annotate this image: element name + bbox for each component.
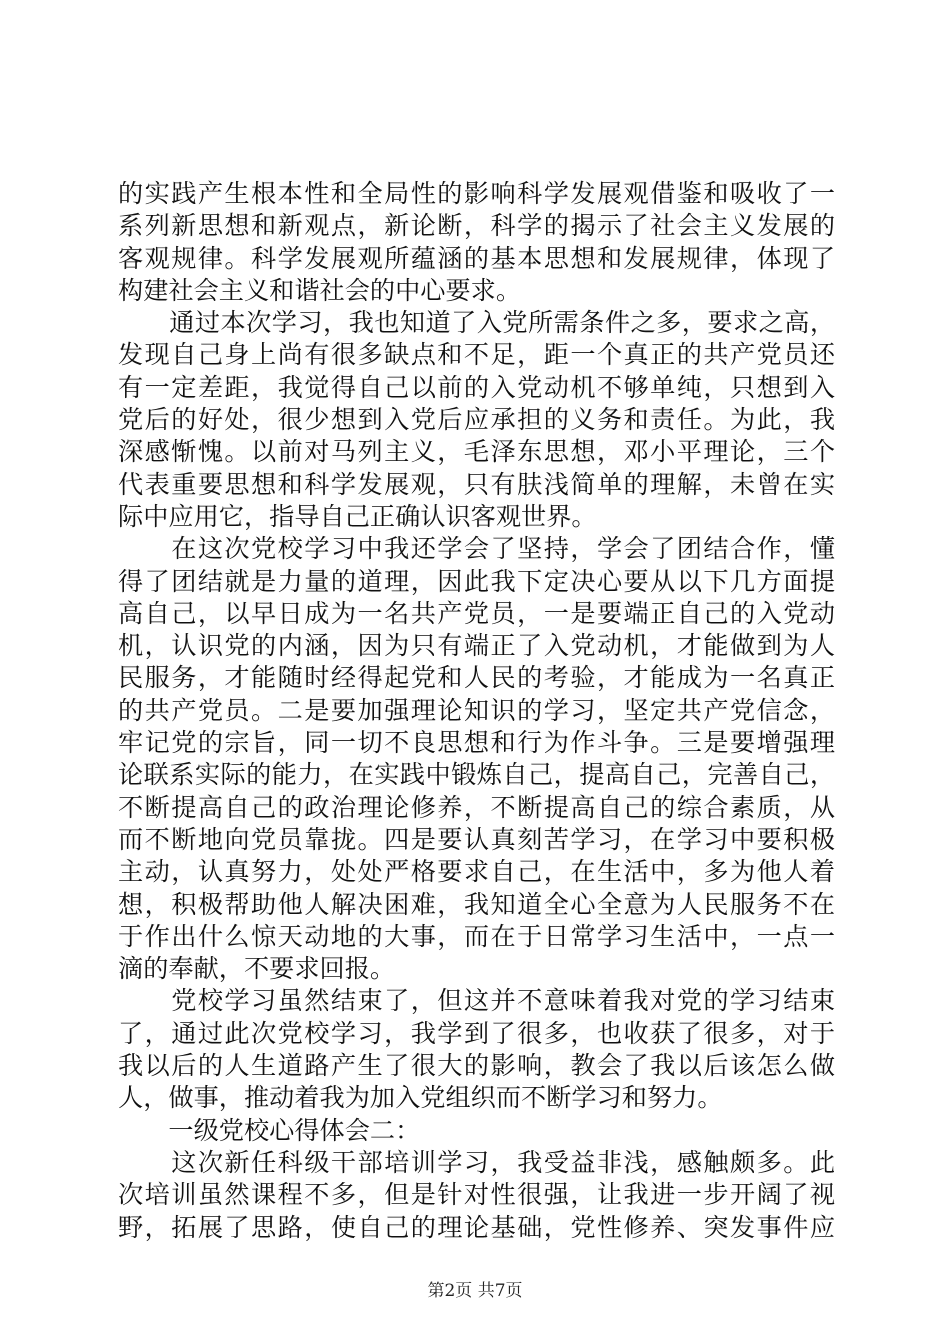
text-line: 论联系实际的能力，在实践中锻炼自己，提高自己，完善自己， bbox=[118, 760, 835, 790]
text-line: 高自己，以早日成为一名共产党员，一是要端正自己的入党动 bbox=[118, 598, 835, 628]
text-line: 在这次党校学习中我还学会了坚持，学会了团结合作，懂 bbox=[118, 534, 835, 564]
text-line: 牢记党的宗旨，同一切不良思想和行为作斗争。三是要增强理 bbox=[118, 728, 835, 758]
text-line: 民服务，才能随时经得起党和人民的考验，才能成为一名真正 bbox=[118, 663, 835, 693]
text-line: 了，通过此次党校学习，我学到了很多，也收获了很多，对于 bbox=[118, 1018, 835, 1048]
text-line: 系列新思想和新观点，新论断，科学的揭示了社会主义发展的 bbox=[118, 211, 835, 241]
text-line: 客观规律。科学发展观所蕴涵的基本思想和发展规律，体现了 bbox=[118, 243, 835, 273]
text-line: 我以后的人生道路产生了很大的影响，教会了我以后该怎么做 bbox=[118, 1051, 835, 1081]
text-line: 得了团结就是力量的道理，因此我下定决心要从以下几方面提 bbox=[118, 566, 835, 596]
text-line: 主动，认真努力，处处严格要求自己，在生活中，多为他人着 bbox=[118, 857, 835, 887]
text-line: 通过本次学习，我也知道了入党所需条件之多，要求之高， bbox=[118, 308, 835, 338]
text-line: 的共产党员。二是要加强理论知识的学习，坚定共产党信念， bbox=[118, 695, 835, 725]
text-line: 深感惭愧。以前对马列主义，毛泽东思想，邓小平理论，三个 bbox=[118, 437, 835, 467]
text-line: 机，认识党的内涵，因为只有端正了入党动机，才能做到为人 bbox=[118, 631, 835, 661]
page-footer: 第2页 共7页 bbox=[427, 1281, 523, 1301]
text-line: 发现自己身上尚有很多缺点和不足，距一个真正的共产党员还 bbox=[118, 340, 835, 370]
text-line: 党后的好处，很少想到入党后应承担的义务和责任。为此，我 bbox=[118, 405, 835, 435]
text-line: 野，拓展了思路，使自己的理论基础，党性修养、突发事件应 bbox=[118, 1212, 835, 1242]
text-line: 的实践产生根本性和全局性的影响科学发展观借鉴和吸收了一 bbox=[118, 179, 835, 208]
text-line: 而不断地向党员靠拢。四是要认真刻苦学习，在学习中要积极 bbox=[118, 824, 835, 854]
document-body bbox=[118, 178, 835, 1244]
text-line: 不断提高自己的政治理论修养，不断提高自己的综合素质，从 bbox=[118, 792, 835, 822]
text-line: 人，做事，推动着我为加入党组织而不断学习和努力。 bbox=[118, 1083, 723, 1113]
text-line: 这次新任科级干部培训学习，我受益非浅，感触颇多。此 bbox=[118, 1147, 835, 1177]
text-line: 有一定差距，我觉得自己以前的入党动机不够单纯，只想到入 bbox=[118, 372, 835, 402]
text-line: 党校学习虽然结束了，但这并不意味着我对党的学习结束 bbox=[118, 986, 835, 1016]
text-line: 际中应用它，指导自己正确认识客观世界。 bbox=[118, 501, 597, 531]
text-line: 滴的奉献，不要求回报。 bbox=[118, 954, 396, 984]
text-line: 次培训虽然课程不多，但是针对性很强，让我进一步开阔了视 bbox=[118, 1180, 835, 1210]
text-line: 于作出什么惊天动地的大事，而在于日常学习生活中，一点一 bbox=[118, 921, 835, 951]
text-line: 一级党校心得体会二： bbox=[118, 1115, 421, 1145]
text-line: 构建社会主义和谐社会的中心要求。 bbox=[118, 275, 521, 305]
text-line: 想，积极帮助他人解决困难，我知道全心全意为人民服务不在 bbox=[118, 889, 835, 919]
text-line: 代表重要思想和科学发展观，只有肤浅简单的理解，未曾在实 bbox=[118, 469, 835, 499]
